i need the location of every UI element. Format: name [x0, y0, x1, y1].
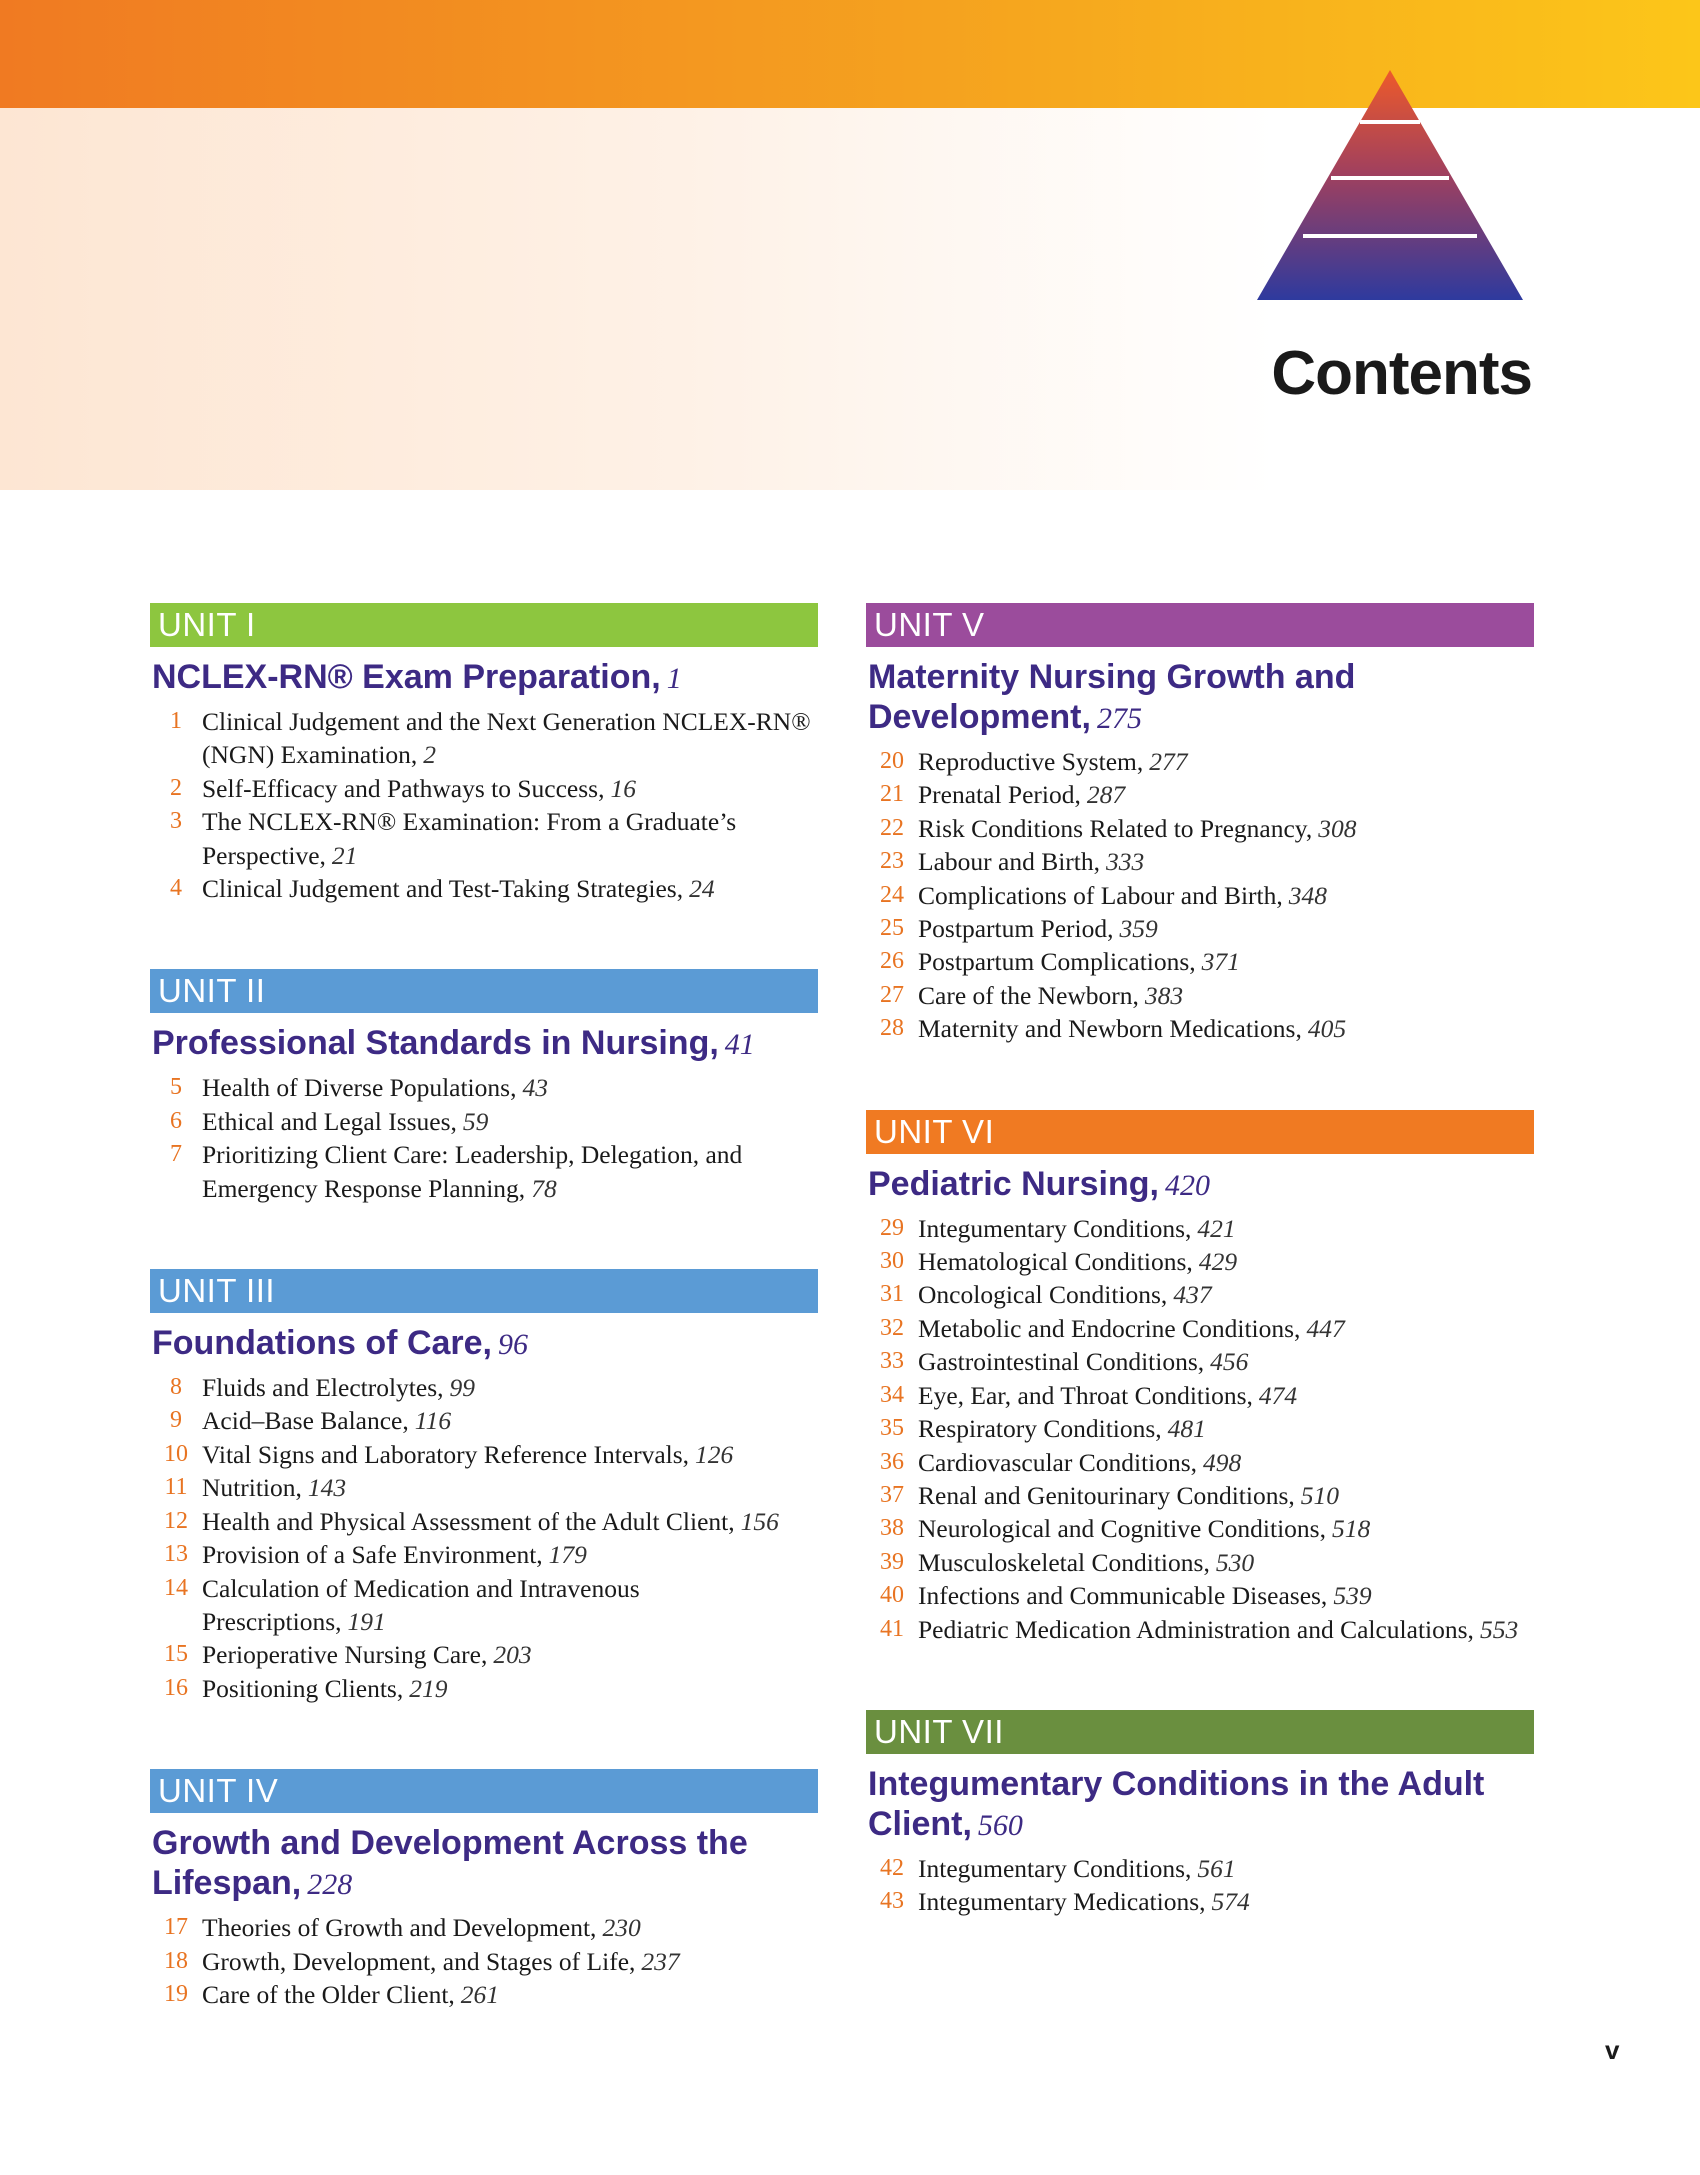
chapter-number: 27: [880, 981, 904, 1008]
chapter-page-number: 219: [409, 1673, 448, 1703]
chapter-title: Clinical Judgement and Test-Taking Strategies,: [202, 874, 684, 904]
chapter-item: [150, 1572, 818, 1639]
chapter-number: 13: [164, 1541, 188, 1568]
chapter-page-number: 179: [548, 1540, 587, 1570]
chapter-page-number: 429: [1198, 1247, 1238, 1277]
chapter-page-number: 530: [1215, 1547, 1255, 1577]
chapter-text: [202, 1572, 818, 1639]
chapter-page-number: 574: [1211, 1887, 1250, 1917]
chapter-text: [918, 1512, 1534, 1545]
chapter-number: 38: [880, 1515, 904, 1542]
chapter-number: 29: [880, 1214, 904, 1241]
chapter-page-number: 561: [1197, 1853, 1236, 1883]
unit-title-text: Foundations of Care,: [152, 1324, 492, 1363]
chapter-title: Gastrointestinal Conditions,: [918, 1347, 1205, 1377]
unit-section: [150, 969, 818, 1205]
chapter-text: [202, 1105, 818, 1138]
chapter-item: [866, 879, 1534, 912]
chapter-item: [866, 945, 1534, 978]
toc-column-right: [866, 603, 1534, 1983]
chapter-number: 6: [170, 1107, 182, 1134]
chapter-title: Prioritizing Client Care: Leadership, Delegation, and Emergency Response Planning,: [202, 1140, 743, 1203]
chapter-text: [202, 1945, 818, 1978]
chapter-text: [918, 1312, 1534, 1345]
unit-title-text: Professional Standards in Nursing,: [152, 1024, 719, 1063]
chapter-number: 19: [164, 1980, 188, 2007]
chapter-item: [866, 1412, 1534, 1445]
chapter-item: [150, 1538, 818, 1571]
chapter-item: [150, 1505, 818, 1538]
chapter-item: [866, 1579, 1534, 1612]
chapter-text: [918, 845, 1534, 878]
chapter-title: Fluids and Electrolytes,: [202, 1373, 444, 1403]
chapter-title: Risk Conditions Related to Pregnancy,: [918, 813, 1313, 843]
chapter-list: [150, 1071, 818, 1205]
chapter-page-number: 518: [1331, 1514, 1371, 1544]
chapter-page-number: 191: [347, 1606, 386, 1636]
page-title: Contents: [1271, 339, 1532, 408]
chapter-page-number: 405: [1307, 1014, 1347, 1044]
chapter-title: Neurological and Cognitive Conditions,: [918, 1514, 1326, 1544]
chapter-number: 5: [170, 1074, 182, 1101]
chapter-item: [866, 1885, 1534, 1918]
chapter-page-number: 481: [1167, 1414, 1206, 1444]
pyramid-icon: [1255, 68, 1525, 304]
chapter-text: [918, 1579, 1534, 1612]
chapter-item: [866, 1312, 1534, 1345]
chapter-number: 20: [880, 748, 904, 774]
chapter-page-number: 383: [1144, 980, 1184, 1010]
chapter-page-number: 43: [522, 1073, 548, 1103]
chapter-text: [918, 1613, 1534, 1646]
chapter-item: [150, 705, 818, 772]
chapter-number: 37: [880, 1481, 904, 1508]
chapter-title: Perioperative Nursing Care,: [202, 1640, 488, 1670]
chapter-text: [202, 1138, 818, 1205]
unit-title-text: Pediatric Nursing,: [868, 1164, 1159, 1203]
unit-page-number: 1: [666, 662, 682, 695]
chapter-page-number: 230: [602, 1913, 641, 1943]
chapter-item: [866, 979, 1534, 1012]
chapter-page-number: 59: [462, 1106, 489, 1136]
chapter-item: [866, 812, 1534, 845]
chapter-item: [866, 1546, 1534, 1579]
chapter-title: Pediatric Medication Administration and Calculations,: [918, 1614, 1474, 1644]
chapter-number: 14: [164, 1574, 188, 1601]
chapter-item: [866, 1245, 1534, 1278]
chapter-list: [866, 1852, 1534, 1919]
chapter-number: 24: [880, 881, 904, 908]
unit-section: [150, 1769, 818, 2011]
chapter-title: Calculation of Medication and Intravenous Prescriptions,: [202, 1573, 640, 1636]
chapter-text: [918, 1245, 1534, 1278]
chapter-title: Respiratory Conditions,: [918, 1414, 1162, 1444]
chapter-title: Ethical and Legal Issues,: [202, 1106, 457, 1136]
unit-page-number: 560: [977, 1808, 1023, 1842]
chapter-item: [866, 1852, 1534, 1885]
chapter-title: Labour and Birth,: [918, 847, 1100, 877]
chapter-text: [918, 879, 1534, 912]
chapter-item: [150, 805, 818, 872]
chapter-number: 32: [880, 1314, 904, 1341]
unit-page-number: 228: [307, 1868, 353, 1902]
chapter-title: Postpartum Complications,: [918, 947, 1196, 977]
chapter-page-number: 308: [1318, 813, 1357, 843]
unit-title-text: Integumentary Conditions in the Adult Client,: [868, 1764, 1485, 1843]
chapter-item: [150, 772, 818, 805]
chapter-title: Renal and Genitourinary Conditions,: [918, 1480, 1295, 1510]
unit-label: UNIT VI: [866, 1110, 1534, 1154]
chapter-title: Reproductive System,: [918, 747, 1144, 776]
chapter-page-number: 447: [1306, 1313, 1345, 1343]
chapter-item: [866, 912, 1534, 945]
chapter-title: Care of the Older Client,: [202, 1979, 455, 2009]
chapter-text: [918, 1546, 1534, 1579]
unit-label: UNIT IV: [150, 1769, 818, 1813]
unit-section: [866, 1710, 1534, 1919]
chapter-text: [918, 1379, 1534, 1412]
chapter-number: 33: [880, 1348, 904, 1375]
chapter-title: Maternity and Newborn Medications,: [918, 1014, 1302, 1044]
toc-column-left: [150, 603, 818, 2075]
chapter-list: [150, 705, 818, 905]
chapter-text: [202, 1638, 818, 1671]
chapter-number: 31: [880, 1281, 904, 1308]
unit-section: [150, 603, 818, 905]
chapter-number: 26: [880, 948, 904, 975]
chapter-title: Provision of a Safe Environment,: [202, 1540, 543, 1570]
unit-title-text: NCLEX-RN® Exam Preparation,: [152, 658, 661, 696]
chapter-item: [866, 845, 1534, 878]
chapter-page-number: 359: [1119, 914, 1158, 944]
chapter-title: Care of the Newborn,: [918, 980, 1139, 1010]
unit-label: UNIT V: [866, 603, 1534, 647]
chapter-item: [866, 1212, 1534, 1245]
unit-label: UNIT I: [150, 603, 818, 647]
chapter-item: [866, 1278, 1534, 1311]
chapter-title: Integumentary Medications,: [918, 1887, 1206, 1917]
chapter-number: 10: [164, 1440, 188, 1467]
chapter-list: [150, 1371, 818, 1705]
chapter-number: 2: [170, 774, 182, 801]
chapter-page-number: 437: [1173, 1280, 1212, 1310]
chapter-item: [866, 1012, 1534, 1045]
chapter-item: [150, 1978, 818, 2011]
chapter-item: [866, 778, 1534, 811]
chapter-title: Integumentary Conditions,: [918, 1853, 1192, 1883]
unit-title: [152, 1823, 818, 1905]
chapter-text: [202, 805, 818, 872]
unit-title: [868, 1764, 1534, 1846]
chapter-number: 40: [880, 1582, 904, 1609]
chapter-text: [202, 1672, 818, 1705]
chapter-text: [918, 945, 1534, 978]
chapter-text: [202, 1978, 818, 2011]
chapter-text: [918, 778, 1534, 811]
chapter-page-number: 510: [1300, 1480, 1340, 1510]
chapter-item: [866, 1379, 1534, 1412]
chapter-number: 17: [164, 1914, 188, 1941]
chapter-text: [202, 1911, 818, 1944]
chapter-text: [918, 1012, 1534, 1045]
chapter-number: 11: [164, 1474, 188, 1501]
chapter-number: 25: [880, 915, 904, 942]
chapter-item: [150, 872, 818, 905]
chapter-page-number: 474: [1258, 1380, 1298, 1410]
chapter-title: Integumentary Conditions,: [918, 1213, 1192, 1243]
chapter-title: Self-Efficacy and Pathways to Success,: [202, 773, 605, 803]
chapter-item: [866, 1512, 1534, 1545]
chapter-number: 39: [880, 1548, 904, 1575]
chapter-title: Vital Signs and Laboratory Reference Intervals,: [202, 1439, 690, 1469]
chapter-text: [918, 912, 1534, 945]
chapter-title: Prenatal Period,: [918, 780, 1081, 810]
chapter-page-number: 99: [449, 1373, 476, 1403]
chapter-page-number: 143: [307, 1473, 347, 1503]
chapter-page-number: 116: [414, 1406, 452, 1436]
chapter-number: 42: [880, 1854, 904, 1881]
chapter-number: 18: [164, 1947, 188, 1974]
chapter-text: [202, 1538, 818, 1571]
chapter-item: [150, 1471, 818, 1504]
chapter-title: Clinical Judgement and the Next Generation NCLEX-RN® (NGN) Examination,: [202, 707, 811, 770]
chapter-page-number: 371: [1201, 947, 1240, 977]
chapter-title: Theories of Growth and Development,: [202, 1913, 597, 1943]
chapter-list: [150, 1911, 818, 2011]
unit-section: [150, 1269, 818, 1705]
chapter-text: [202, 772, 818, 805]
chapter-number: 35: [880, 1415, 904, 1442]
chapter-title: Growth, Development, and Stages of Life,: [202, 1946, 636, 1976]
unit-section: [866, 603, 1534, 1046]
unit-title: [152, 1023, 818, 1065]
chapter-text: [202, 1438, 818, 1471]
chapter-item: [866, 745, 1534, 778]
chapter-text: [918, 1412, 1534, 1445]
chapter-page-number: 261: [460, 1979, 500, 2009]
chapter-page-number: 277: [1149, 747, 1188, 776]
chapter-number: 1: [170, 708, 182, 734]
chapter-item: [150, 1672, 818, 1705]
unit-title: [152, 1323, 818, 1365]
page-number: v: [1605, 2035, 1620, 2065]
chapter-title: Hematological Conditions,: [918, 1247, 1193, 1277]
unit-label: UNIT VII: [866, 1710, 1534, 1754]
chapter-text: [918, 812, 1534, 845]
chapter-number: 21: [880, 781, 904, 808]
chapter-text: [202, 1404, 818, 1437]
chapter-title: Health and Physical Assessment of the Adult Client,: [202, 1506, 735, 1536]
unit-section: [866, 1110, 1534, 1646]
chapter-item: [150, 1945, 818, 1978]
chapter-list: [866, 1212, 1534, 1646]
chapter-number: 8: [170, 1374, 182, 1401]
unit-page-number: 420: [1164, 1168, 1210, 1202]
chapter-page-number: 333: [1106, 847, 1145, 877]
unit-title: [868, 1164, 1534, 1206]
chapter-number: 28: [880, 1015, 904, 1042]
chapter-number: 23: [880, 848, 904, 875]
chapter-text: [202, 1505, 818, 1538]
chapter-text: [918, 1479, 1534, 1512]
chapter-title: The NCLEX-RN® Examination: From a Graduate’s Perspective,: [202, 807, 737, 870]
chapter-text: [918, 1885, 1534, 1918]
chapter-number: 12: [164, 1507, 188, 1534]
chapter-number: 9: [170, 1407, 182, 1434]
chapter-item: [866, 1345, 1534, 1378]
chapter-item: [150, 1404, 818, 1437]
chapter-text: [202, 1471, 818, 1504]
chapter-item: [150, 1438, 818, 1471]
chapter-item: [150, 1105, 818, 1138]
chapter-title: Health of Diverse Populations,: [202, 1073, 517, 1103]
chapter-number: 4: [170, 875, 182, 902]
chapter-page-number: 287: [1086, 780, 1126, 810]
chapter-page-number: 21: [331, 840, 358, 870]
chapter-number: 3: [170, 808, 182, 835]
chapter-item: [866, 1613, 1534, 1646]
chapter-number: 15: [164, 1641, 188, 1668]
chapter-title: Oncological Conditions,: [918, 1280, 1168, 1310]
chapter-title: Complications of Labour and Birth,: [918, 880, 1283, 910]
chapter-title: Nutrition,: [202, 1473, 302, 1503]
chapter-number: 22: [880, 814, 904, 841]
chapter-page-number: 539: [1333, 1581, 1372, 1611]
unit-title: [152, 657, 818, 699]
chapter-page-number: 553: [1479, 1614, 1519, 1644]
chapter-item: [150, 1071, 818, 1104]
unit-title-text: Growth and Development Across the Lifespan,: [152, 1824, 748, 1903]
chapter-text: [918, 1278, 1534, 1311]
chapter-page-number: 203: [493, 1640, 532, 1670]
chapter-text: [918, 1212, 1534, 1245]
chapter-text: [202, 872, 818, 905]
chapter-number: 30: [880, 1248, 904, 1275]
chapter-page-number: 78: [531, 1173, 557, 1203]
chapter-text: [202, 1371, 818, 1404]
chapter-list: [866, 745, 1534, 1046]
chapter-text: [202, 1071, 818, 1104]
chapter-number: 34: [880, 1381, 904, 1408]
unit-title-text: Maternity Nursing Growth and Development,: [868, 658, 1356, 736]
chapter-number: 16: [164, 1674, 188, 1701]
chapter-page-number: 498: [1203, 1447, 1242, 1477]
chapter-item: [150, 1138, 818, 1205]
chapter-title: Postpartum Period,: [918, 914, 1114, 944]
chapter-text: [918, 745, 1534, 778]
unit-label: UNIT II: [150, 969, 818, 1013]
chapter-page-number: 16: [610, 773, 636, 803]
chapter-item: [150, 1911, 818, 1944]
chapter-number: 7: [170, 1141, 182, 1168]
chapter-text: [918, 1446, 1534, 1479]
chapter-title: Acid–Base Balance,: [202, 1406, 409, 1436]
chapter-item: [150, 1371, 818, 1404]
chapter-page-number: 421: [1197, 1213, 1236, 1243]
chapter-number: 36: [880, 1448, 904, 1475]
chapter-text: [202, 705, 818, 772]
chapter-text: [918, 1852, 1534, 1885]
chapter-title: Infections and Communicable Diseases,: [918, 1581, 1328, 1611]
chapter-page-number: 237: [641, 1946, 680, 1976]
chapter-text: [918, 979, 1534, 1012]
chapter-title: Cardiovascular Conditions,: [918, 1447, 1198, 1477]
unit-page-number: 96: [498, 1328, 528, 1362]
chapter-title: Metabolic and Endocrine Conditions,: [918, 1313, 1301, 1343]
chapter-item: [866, 1446, 1534, 1479]
chapter-page-number: 2: [423, 740, 437, 770]
chapter-page-number: 126: [695, 1439, 734, 1469]
chapter-page-number: 348: [1288, 880, 1327, 910]
chapter-page-number: 456: [1210, 1347, 1249, 1377]
chapter-item: [866, 1479, 1534, 1512]
chapter-title: Eye, Ear, and Throat Conditions,: [918, 1380, 1253, 1410]
unit-label: UNIT III: [150, 1269, 818, 1313]
chapter-text: [918, 1345, 1534, 1378]
chapter-title: Positioning Clients,: [202, 1673, 404, 1703]
unit-page-number: 41: [724, 1028, 755, 1062]
chapter-page-number: 24: [689, 874, 715, 904]
chapter-number: 43: [880, 1888, 904, 1915]
chapter-page-number: 156: [740, 1506, 779, 1536]
unit-page-number: 275: [1096, 702, 1142, 735]
chapter-item: [150, 1638, 818, 1671]
chapter-number: 41: [880, 1615, 904, 1642]
unit-title: [868, 657, 1534, 739]
chapter-title: Musculoskeletal Conditions,: [918, 1547, 1210, 1577]
